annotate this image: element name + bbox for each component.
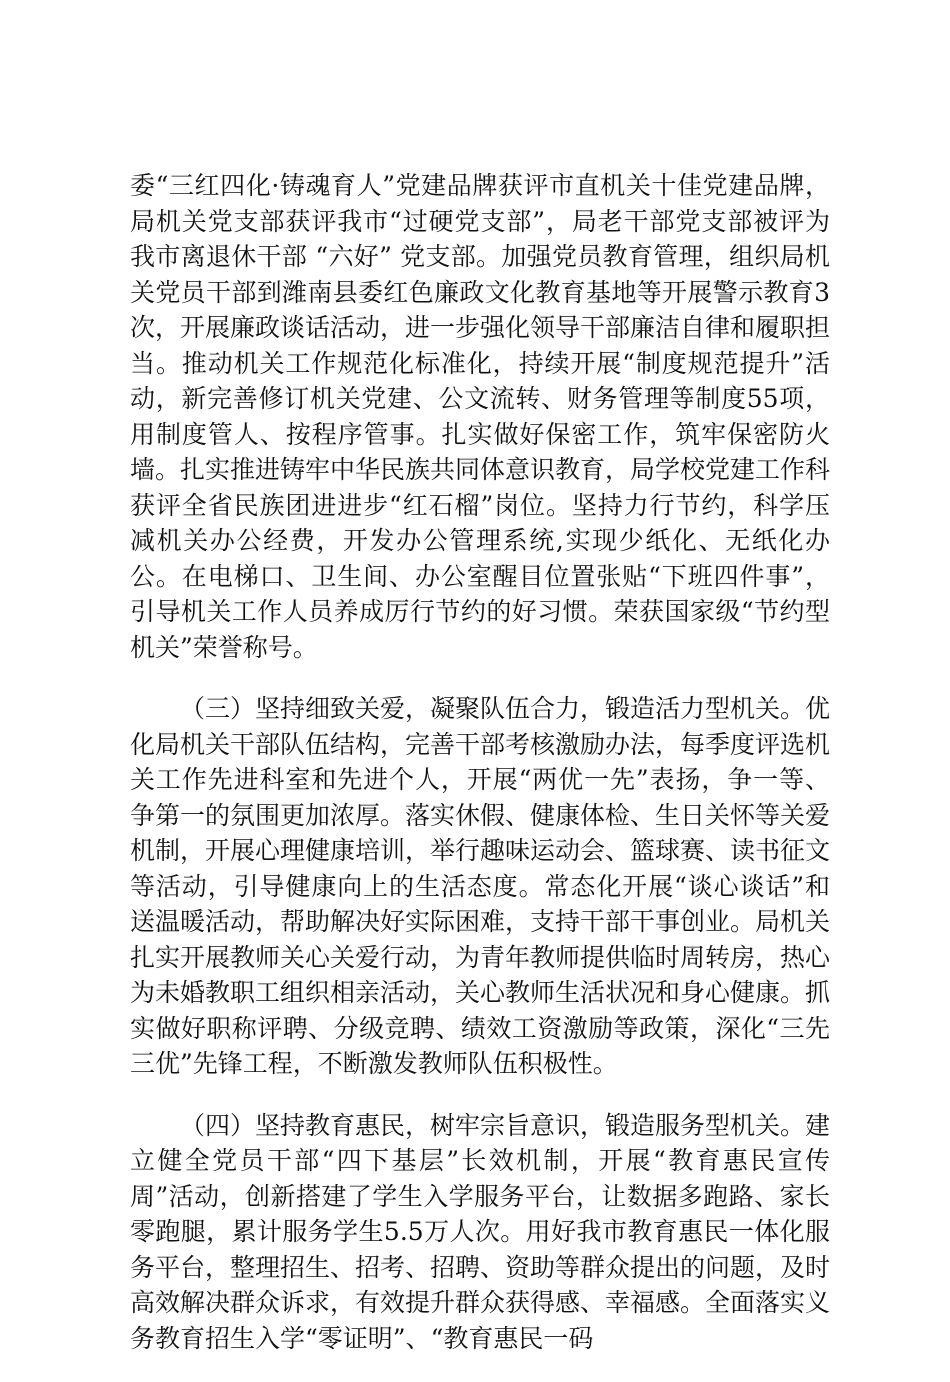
paragraph-section-three: （三）坚持细致关爱，凝聚队伍合力，锻造活力型机关。优化局机关干部队伍结构，完善干部考核激励办法，每季度评选机关工作先进科室和先进个人，开展“两优一先”表扬，争一等、争第一的氛围更加浓厚。落实休假、健康体检、生日关怀等关爱机制，开展心理健康培训，举行趣味运动会、篮球赛、读书征文等活动，引导健康向上的生活态度。常态化开展“谈心谈话”和送温暖活动，帮助解决好实际困难，支持干部干事创业。局机关扎实开展教师关心关爱行动，为青年教师提供临时周转房，热心为未婚教职工组织相亲活动，关心教师生活状况和身心健康。抓实做好职称评聘、分级竞聘、绩效工资激励等政策，深化“三先三优”先锋工程，不断激发教师队伍积极性。	[130, 694, 831, 1078]
paragraph-continuation: 委“三红四化·铸魂育人”党建品牌获评市直机关十佳党建品牌，局机关党支部获评我市“过硬党支部”，局老干部党支部被评为我市离退休干部 “六好” 党支部。加强党员教育管理，组织局机关党员干部到潍南县委红色廉政文化教育基地等开展警示教育3次，开展廉政谈话活动，进一步强化领导干部廉洁自律和履职担当。推动机关工作规范化标准化，持续开展“制度规范提升”活动，新完善修订机关党建、公文流转、财务管理等制度55项，用制度管人、按程序管事。扎实做好保密工作，筑牢保密防火墙。扎实推进铸牢中华民族共同体意识教育，局学校党建工作科获评全省民族团进进步“红石榴”岗位。坚持力行节约，科学压减机关办公经费，开发办公管理系统,实现少纸化、无纸化办公。在电梯口、卫生间、办公室醒目位置张贴“下班四件事”，引导机关工作人员养成厉行节约的好习惯。荣获国家级“节约型机关”荣誉称号。	[130, 171, 831, 662]
paragraph-section-four: （四）坚持教育惠民，树牢宗旨意识，锻造服务型机关。建立健全党员干部“四下基层”长效机制，开展“教育惠民宣传周”活动，创新搭建了学生入学服务平台，让数据多跑路、家长零跑腿，累计服务学生5.5万人次。用好我市教育惠民一体化服务平台，整理招生、招考、招聘、资助等群众提出的问题，及时高效解决群众诉求，有效提升群众获得感、幸福感。全面落实义务教育招生入学“零证明”、“教育惠民一码	[130, 1110, 831, 1353]
document-page	[130, 168, 830, 1382]
